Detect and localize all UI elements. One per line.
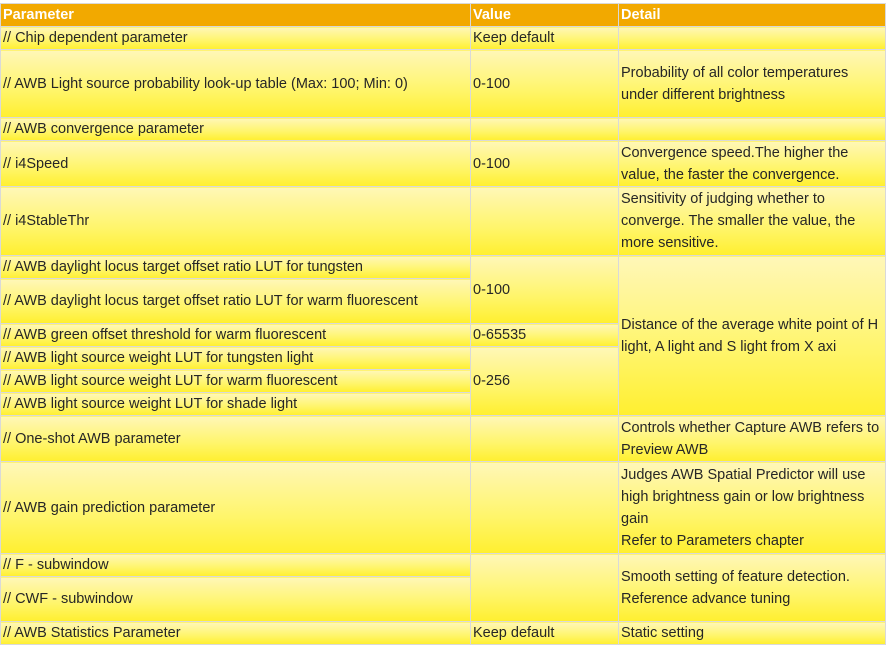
detail-line: Smooth setting of feature detection. <box>621 568 850 585</box>
value-cell: Keep default <box>471 622 619 645</box>
header-value: Value <box>471 4 619 27</box>
detail-cell <box>619 554 886 622</box>
table-row <box>1 622 886 645</box>
parameter-cell: // AWB Light source probability look-up table (Max: 100; Min: 0) <box>1 50 471 118</box>
detail-cell <box>619 118 886 141</box>
detail-cell <box>619 27 886 50</box>
table-row <box>1 554 886 577</box>
detail-cell: Sensitivity of judging whether to converge. The smaller the value, the more sensitive. <box>619 187 886 256</box>
table-row <box>1 462 886 554</box>
detail-cell <box>619 462 886 554</box>
parameter-cell: // AWB light source weight LUT for warm fluorescent <box>1 370 471 393</box>
value-cell <box>471 187 619 256</box>
detail-line: Refer to Parameters chapter <box>621 532 804 549</box>
parameter-cell: // Chip dependent parameter <box>1 27 471 50</box>
parameter-cell: // i4StableThr <box>1 187 471 256</box>
parameter-cell: // CWF - subwindow <box>1 577 471 622</box>
value-cell: 0-256 <box>471 347 619 416</box>
table-row <box>1 256 886 279</box>
parameter-cell: // AWB gain prediction parameter <box>1 462 471 554</box>
value-cell: 0-100 <box>471 50 619 118</box>
value-cell: 0-65535 <box>471 324 619 347</box>
parameter-cell: // AWB convergence parameter <box>1 118 471 141</box>
table-header-row <box>1 4 886 27</box>
table-row <box>1 118 886 141</box>
value-cell <box>471 554 619 622</box>
detail-cell: Probability of all color temperatures under different brightness <box>619 50 886 118</box>
parameter-cell: // AWB daylight locus target offset ratio LUT for warm fluorescent <box>1 279 471 324</box>
value-cell <box>471 416 619 462</box>
detail-line: Reference advance tuning <box>621 590 791 607</box>
table-row <box>1 416 886 462</box>
parameter-cell: // AWB Statistics Parameter <box>1 622 471 645</box>
detail-line: Judges AWB Spatial Predictor will use high brightness gain or low brightness gain <box>621 466 866 527</box>
detail-cell: Convergence speed.The higher the value, the faster the convergence. <box>619 141 886 187</box>
table-row <box>1 27 886 50</box>
table-row <box>1 141 886 187</box>
value-cell <box>471 462 619 554</box>
value-cell: 0-100 <box>471 256 619 324</box>
parameter-cell: // AWB green offset threshold for warm fluorescent <box>1 324 471 347</box>
detail-cell: Controls whether Capture AWB refers to Preview AWB <box>619 416 886 462</box>
parameter-table <box>0 3 886 645</box>
parameter-cell: // i4Speed <box>1 141 471 187</box>
value-cell <box>471 118 619 141</box>
detail-cell: Static setting <box>619 622 886 645</box>
parameter-cell: // F - subwindow <box>1 554 471 577</box>
parameter-cell: // AWB light source weight LUT for tungsten light <box>1 347 471 370</box>
parameter-cell: // One-shot AWB parameter <box>1 416 471 462</box>
parameter-cell: // AWB daylight locus target offset ratio LUT for tungsten <box>1 256 471 279</box>
header-detail: Detail <box>619 4 886 27</box>
detail-cell: Distance of the average white point of H light, A light and S light from X axi <box>619 256 886 416</box>
value-cell: 0-100 <box>471 141 619 187</box>
table-row <box>1 187 886 256</box>
header-parameter: Parameter <box>1 4 471 27</box>
table-row <box>1 50 886 118</box>
parameter-cell: // AWB light source weight LUT for shade light <box>1 393 471 416</box>
value-cell: Keep default <box>471 27 619 50</box>
